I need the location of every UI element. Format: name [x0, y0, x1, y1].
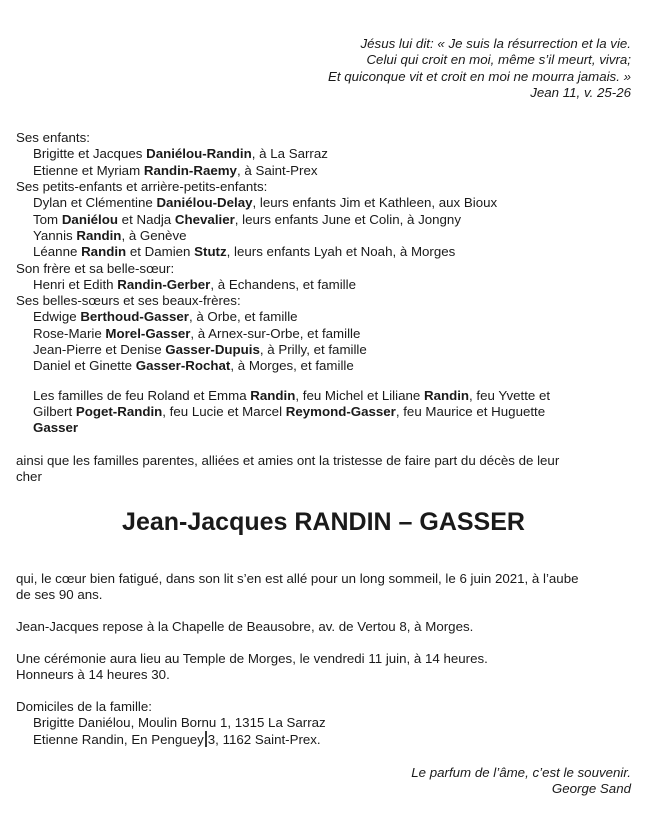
text-line: Ses belles-sœurs et ses beaux-frères: — [16, 293, 241, 309]
text-line: Léanne Randin et Damien Stutz, leurs enfants Lyah et Noah, à Morges — [33, 244, 456, 260]
text-line: Son frère et sa belle-sœur: — [16, 260, 175, 276]
text-line: Les familles de feu Roland et Emma Randin, feu Michel et Liliane Randin, feu Yvette et — [33, 387, 551, 403]
family-relations-list — [16, 130, 631, 374]
repose-location-paragraph — [16, 619, 631, 635]
text-line: Domiciles de la famille: — [16, 698, 152, 714]
text-line: Etienne et Myriam Randin-Raemy, à Saint-Prex — [33, 162, 318, 178]
text-line: Dylan et Clémentine Daniélou-Delay, leurs enfants Jim et Kathleen, aux Bioux — [33, 195, 498, 211]
text-line: ainsi que les familles parentes, alliées et amies ont la tristesse de faire part du décès de leur — [16, 452, 560, 468]
text-line: Tom Daniélou et Nadja Chevalier, leurs enfants June et Colin, à Jongny — [33, 211, 461, 227]
text-line: Etienne Randin, En Penguey 3, 1162 Saint-Prex. — [33, 732, 321, 748]
text-line: Jean-Pierre et Denise Gasser-Dupuis, à Prilly, et famille — [33, 342, 367, 358]
closing-quote-lines — [16, 765, 631, 781]
text-line: Jean-Jacques repose à la Chapelle de Beausobre, av. de Vertou 8, à Morges. — [16, 618, 474, 634]
text-line: Celui qui croit en moi, même s’il meurt, vivra; — [366, 52, 631, 68]
text-line: de ses 90 ans. — [16, 587, 103, 603]
deceased-name: Jean-Jacques RANDIN – GASSER — [122, 508, 525, 537]
text-line: Honneurs à 14 heures 30. — [16, 667, 170, 683]
text-line: Brigitte Daniélou, Moulin Bornu 1, 1315 La Sarraz — [33, 714, 326, 730]
text-line: Et quiconque vit et croit en moi ne mourra jamais. » — [327, 68, 631, 84]
text-line: Ses enfants: — [16, 130, 90, 146]
text-line: Ses petits-enfants et arrière-petits-enfants: — [16, 179, 268, 195]
predeceased-families-paragraph — [16, 388, 631, 437]
closing-quote-attribution: George Sand — [551, 780, 631, 796]
scripture-quote — [16, 36, 631, 101]
text-line: Daniel et Ginette Gasser-Rochat, à Morges, et famille — [33, 358, 354, 374]
text-line: Une cérémonie aura lieu au Temple de Morges, le vendredi 11 juin, à 14 heures. — [16, 651, 488, 667]
text-cursor-caret — [205, 731, 207, 747]
ceremony-details-paragraph — [16, 651, 631, 684]
text-line: Gasser — [33, 420, 79, 436]
text-line: Gilbert Poget-Randin, feu Lucie et Marcel Reymond-Gasser, feu Maurice et Huguette — [33, 403, 546, 419]
text-line: Le parfum de l’âme, c’est le souvenir. — [411, 764, 631, 780]
scripture-quote-lines — [16, 36, 631, 85]
text-line: Jésus lui dit: « Je suis la résurrection et la vie. — [360, 36, 631, 51]
text-line: qui, le cœur bien fatigué, dans son lit s’en est allé pour un long sommeil, le 6 juin 2021, à l’aube — [16, 571, 579, 587]
family-addresses-list — [16, 699, 631, 749]
text-line: Brigitte et Jacques Daniélou-Randin, à La Sarraz — [33, 146, 328, 162]
text-line: Rose-Marie Morel-Gasser, à Arnex-sur-Orbe, et famille — [33, 325, 361, 341]
text-line: cher — [16, 468, 42, 484]
death-details-paragraph — [16, 571, 631, 604]
text-line: Edwige Berthoud-Gasser, à Orbe, et famille — [33, 309, 298, 325]
announcement-text — [16, 453, 631, 486]
scripture-reference: Jean 11, v. 25-26 — [530, 84, 631, 100]
closing-quote — [16, 765, 631, 798]
text-line: Henri et Edith Randin-Gerber, à Echandens, et famille — [33, 276, 356, 292]
text-line: Yannis Randin, à Genève — [33, 227, 187, 243]
